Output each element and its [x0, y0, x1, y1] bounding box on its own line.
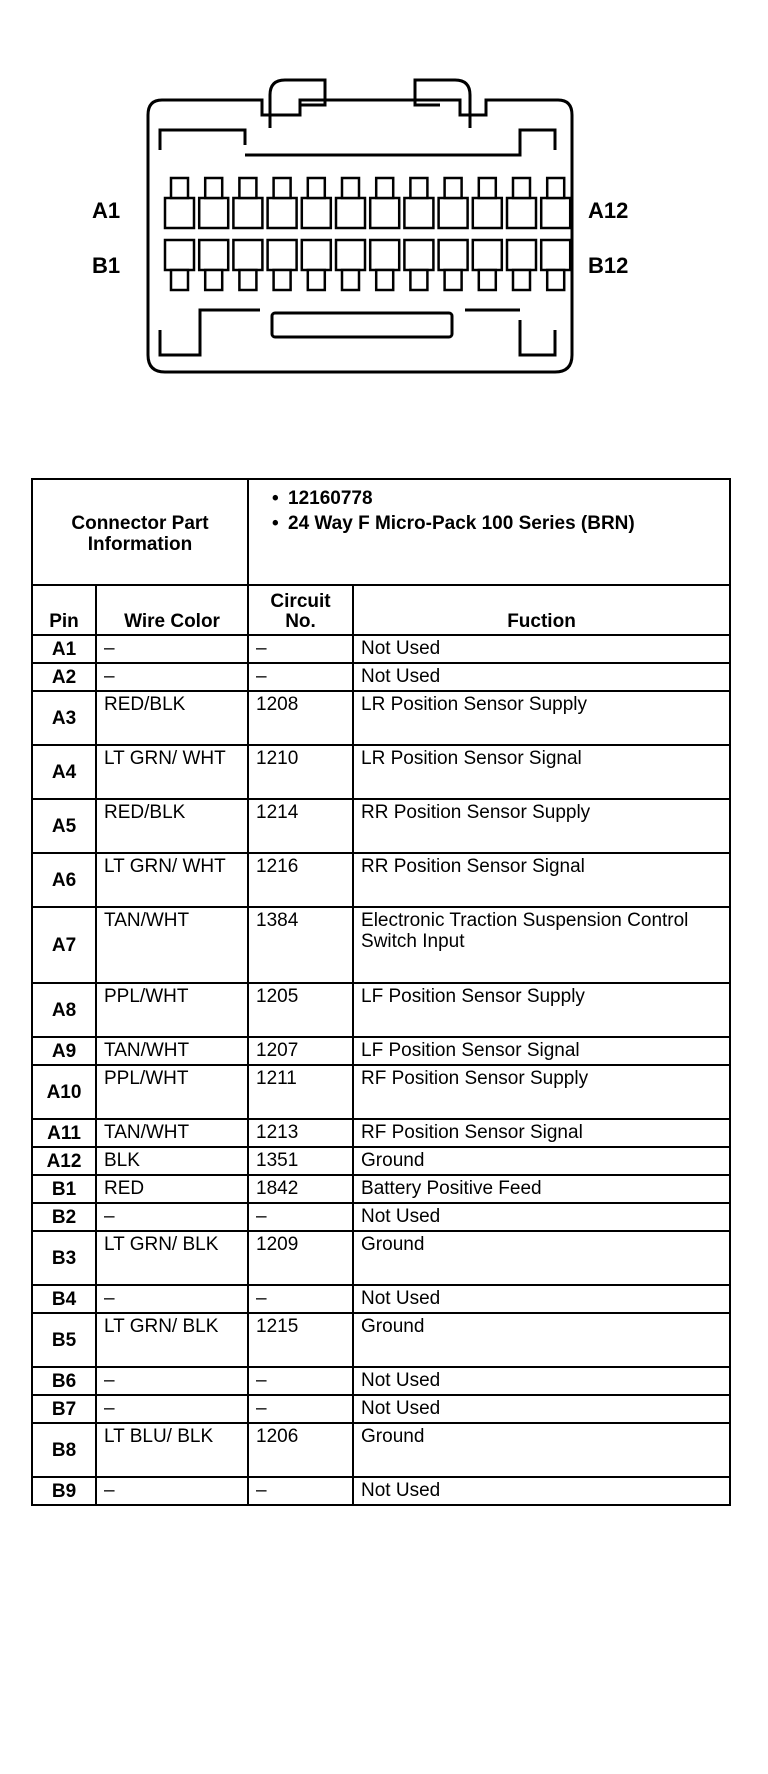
circuit-cell: 1211: [248, 1065, 353, 1119]
function-cell: Ground: [353, 1231, 730, 1285]
col-circuit: Circuit No.: [248, 585, 353, 635]
cavity-a6: [336, 198, 365, 228]
table-row: [32, 1423, 730, 1477]
wire-color-cell: –: [96, 1477, 248, 1505]
terminal-a9: [445, 178, 462, 198]
right-latch: [415, 80, 470, 128]
wire-color-cell: BLK: [96, 1147, 248, 1175]
function-cell: LR Position Sensor Supply: [353, 691, 730, 745]
info-row: [32, 479, 730, 585]
pin-cell-pin: A11: [32, 1119, 96, 1147]
table-row: [32, 1477, 730, 1505]
col-pin: Pin: [32, 585, 96, 635]
cavity-a3: [233, 198, 262, 228]
pinout-table: [31, 478, 731, 1506]
circuit-cell: 1842: [248, 1175, 353, 1203]
wire-color-cell: LT GRN/ WHT: [96, 745, 248, 799]
label-a1: A1: [92, 198, 121, 223]
terminal-b12: [547, 270, 564, 290]
function-cell: Ground: [353, 1147, 730, 1175]
table-row: [32, 1037, 730, 1065]
inner-shroud: [160, 130, 555, 155]
cavity-a11: [507, 198, 536, 228]
function-cell: Battery Positive Feed: [353, 1175, 730, 1203]
table-row: [32, 635, 730, 663]
terminal-b11: [513, 270, 530, 290]
wire-color-cell: RED/BLK: [96, 691, 248, 745]
pin-rows: [32, 635, 730, 1505]
terminal-a6: [342, 178, 359, 198]
pin-cell-pin: B5: [32, 1313, 96, 1367]
circuit-cell: –: [248, 635, 353, 663]
label-b12: B12: [588, 253, 629, 278]
wire-color-cell: TAN/WHT: [96, 1119, 248, 1147]
terminal-a12: [547, 178, 564, 198]
function-cell: Not Used: [353, 635, 730, 663]
left-latch: [270, 80, 325, 128]
terminal-a1: [171, 178, 188, 198]
wire-color-cell: TAN/WHT: [96, 907, 248, 983]
circuit-cell: 1209: [248, 1231, 353, 1285]
circuit-cell: –: [248, 663, 353, 691]
circuit-cell: 1215: [248, 1313, 353, 1367]
function-cell: Not Used: [353, 1395, 730, 1423]
table-row: [32, 1395, 730, 1423]
circuit-cell: 1210: [248, 745, 353, 799]
function-cell: RR Position Sensor Signal: [353, 853, 730, 907]
cavity-a5: [302, 198, 331, 228]
function-cell: RF Position Sensor Supply: [353, 1065, 730, 1119]
pin-cell-pin: A12: [32, 1147, 96, 1175]
table-row: [32, 1231, 730, 1285]
pin-cell-pin: B2: [32, 1203, 96, 1231]
wire-color-cell: LT GRN/ BLK: [96, 1313, 248, 1367]
column-header-row: [32, 585, 730, 635]
circuit-cell: 1208: [248, 691, 353, 745]
cavity-b2: [199, 240, 228, 270]
terminal-b6: [342, 270, 359, 290]
pin-cell-pin: B9: [32, 1477, 96, 1505]
wire-color-cell: –: [96, 1395, 248, 1423]
terminal-a5: [308, 178, 325, 198]
pin-cell-pin: A5: [32, 799, 96, 853]
function-cell: RF Position Sensor Signal: [353, 1119, 730, 1147]
wire-color-cell: –: [96, 663, 248, 691]
function-cell: Ground: [353, 1423, 730, 1477]
cavity-b11: [507, 240, 536, 270]
connector-info-label: Connector Part Information: [32, 479, 248, 585]
circuit-cell: –: [248, 1395, 353, 1423]
cavity-a10: [473, 198, 502, 228]
circuit-cell: –: [248, 1477, 353, 1505]
wire-color-cell: –: [96, 1367, 248, 1395]
wire-color-cell: PPL/WHT: [96, 983, 248, 1037]
connector-diagram: [0, 0, 768, 440]
terminal-b2: [205, 270, 222, 290]
pin-cell-pin: A1: [32, 635, 96, 663]
circuit-cell: 1213: [248, 1119, 353, 1147]
cavity-a2: [199, 198, 228, 228]
function-cell: Not Used: [353, 1477, 730, 1505]
wire-color-cell: LT GRN/ BLK: [96, 1231, 248, 1285]
pin-cell-pin: B8: [32, 1423, 96, 1477]
terminal-b3: [239, 270, 256, 290]
circuit-cell: –: [248, 1285, 353, 1313]
pin-cell-pin: B3: [32, 1231, 96, 1285]
polarizing-key: [272, 313, 452, 337]
function-cell: Not Used: [353, 1203, 730, 1231]
cavity-a8: [404, 198, 433, 228]
pin-cell-pin: A10: [32, 1065, 96, 1119]
function-cell: Electronic Traction Suspension Control Switch Input: [353, 907, 730, 983]
pin-cell-pin: A2: [32, 663, 96, 691]
terminal-a7: [376, 178, 393, 198]
cavity-a9: [439, 198, 468, 228]
table-row: [32, 799, 730, 853]
cavity-b8: [404, 240, 433, 270]
label-b1: B1: [92, 253, 121, 278]
cavity-b1: [165, 240, 194, 270]
terminal-b1: [171, 270, 188, 290]
circuit-cell: 1216: [248, 853, 353, 907]
wire-color-cell: –: [96, 1203, 248, 1231]
terminal-b8: [410, 270, 427, 290]
cavity-b10: [473, 240, 502, 270]
cavity-b7: [370, 240, 399, 270]
terminal-a4: [274, 178, 291, 198]
function-cell: LF Position Sensor Signal: [353, 1037, 730, 1065]
table-row: [32, 745, 730, 799]
connector-info-cell: [248, 479, 730, 585]
wire-color-cell: –: [96, 1285, 248, 1313]
col-wire-color: Wire Color: [96, 585, 248, 635]
pin-cell-pin: A8: [32, 983, 96, 1037]
table-row: [32, 1313, 730, 1367]
cavity-a7: [370, 198, 399, 228]
terminal-b4: [274, 270, 291, 290]
terminal-a8: [410, 178, 427, 198]
pin-cell-pin: A3: [32, 691, 96, 745]
pin-cell-pin: A7: [32, 907, 96, 983]
table-row: [32, 691, 730, 745]
pin-cell-pin: B7: [32, 1395, 96, 1423]
cavity-a4: [268, 198, 297, 228]
terminal-a3: [239, 178, 256, 198]
function-cell: Not Used: [353, 663, 730, 691]
wire-color-cell: LT BLU/ BLK: [96, 1423, 248, 1477]
table-row: [32, 1147, 730, 1175]
wire-color-cell: –: [96, 635, 248, 663]
connector-info-item: • 12160778: [272, 488, 722, 509]
circuit-cell: 1207: [248, 1037, 353, 1065]
circuit-cell: 1206: [248, 1423, 353, 1477]
connector-info-item: • 24 Way F Micro-Pack 100 Series (BRN): [272, 513, 722, 534]
wire-color-cell: RED/BLK: [96, 799, 248, 853]
function-cell: Ground: [353, 1313, 730, 1367]
wire-color-cell: RED: [96, 1175, 248, 1203]
circuit-cell: –: [248, 1367, 353, 1395]
function-cell: LF Position Sensor Supply: [353, 983, 730, 1037]
table-row: [32, 1203, 730, 1231]
pin-cell-pin: B6: [32, 1367, 96, 1395]
table-row: [32, 1285, 730, 1313]
cavity-a1: [165, 198, 194, 228]
connector-info-list: [256, 482, 722, 534]
terminal-a10: [479, 178, 496, 198]
terminal-b10: [479, 270, 496, 290]
circuit-cell: 1205: [248, 983, 353, 1037]
cavity-b3: [233, 240, 262, 270]
terminal-b9: [445, 270, 462, 290]
label-a12: A12: [588, 198, 629, 223]
table-row: [32, 1367, 730, 1395]
table-row: [32, 983, 730, 1037]
table-row: [32, 663, 730, 691]
wire-color-cell: PPL/WHT: [96, 1065, 248, 1119]
circuit-cell: –: [248, 1203, 353, 1231]
cavity-b9: [439, 240, 468, 270]
terminal-b5: [308, 270, 325, 290]
circuit-cell: 1351: [248, 1147, 353, 1175]
terminal-b7: [376, 270, 393, 290]
pin-cavities: [165, 178, 570, 290]
function-cell: RR Position Sensor Supply: [353, 799, 730, 853]
wire-color-cell: TAN/WHT: [96, 1037, 248, 1065]
pin-cell-pin: A9: [32, 1037, 96, 1065]
pin-cell-pin: A4: [32, 745, 96, 799]
connector-housing-outline: [148, 100, 572, 372]
cavity-b5: [302, 240, 331, 270]
pin-cell-pin: A6: [32, 853, 96, 907]
cavity-b6: [336, 240, 365, 270]
cavity-b12: [541, 240, 570, 270]
terminal-a2: [205, 178, 222, 198]
table-row: [32, 907, 730, 983]
table-row: [32, 1119, 730, 1147]
wire-color-cell: LT GRN/ WHT: [96, 853, 248, 907]
table-row: [32, 1065, 730, 1119]
circuit-cell: 1214: [248, 799, 353, 853]
col-function: Fuction: [353, 585, 730, 635]
pin-cell-pin: B1: [32, 1175, 96, 1203]
pin-cell-pin: B4: [32, 1285, 96, 1313]
function-cell: LR Position Sensor Signal: [353, 745, 730, 799]
table-row: [32, 1175, 730, 1203]
cavity-b4: [268, 240, 297, 270]
circuit-cell: 1384: [248, 907, 353, 983]
table-row: [32, 853, 730, 907]
terminal-a11: [513, 178, 530, 198]
cavity-a12: [541, 198, 570, 228]
function-cell: Not Used: [353, 1367, 730, 1395]
function-cell: Not Used: [353, 1285, 730, 1313]
